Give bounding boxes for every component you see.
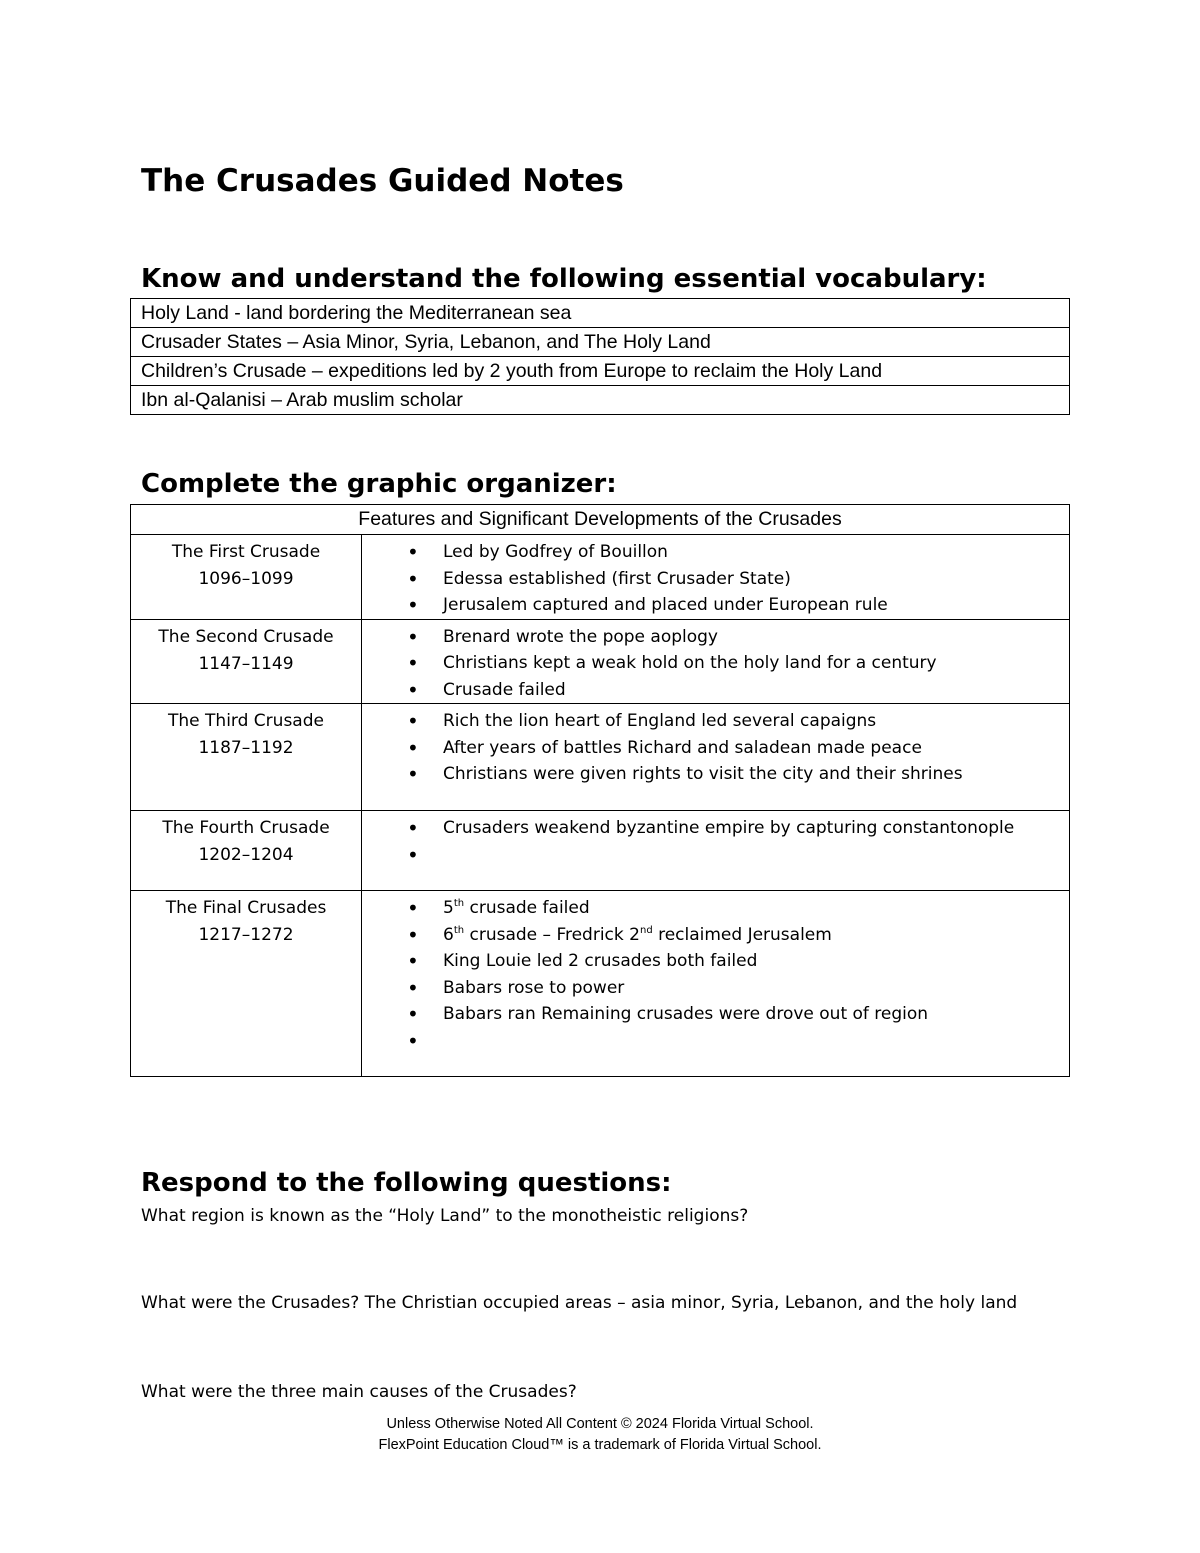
table-row bbox=[131, 704, 1070, 811]
vocab-heading: Know and understand the following essential vocabulary: bbox=[141, 264, 987, 294]
list-item: • Edessa established (first Crusader State) bbox=[362, 566, 1069, 593]
developments-cell bbox=[362, 811, 1070, 891]
crusade-dates: 1217–1272 bbox=[198, 925, 294, 945]
list-item: • Brenard wrote the pope aoplogy bbox=[362, 624, 1069, 651]
table-row bbox=[131, 811, 1070, 891]
crusade-dates: 1187–1192 bbox=[198, 738, 294, 758]
crusade-name: The Fourth Crusade bbox=[162, 818, 330, 838]
table-row bbox=[131, 386, 1070, 415]
crusade-cell bbox=[131, 811, 362, 891]
crusade-name: The First Crusade bbox=[171, 542, 321, 562]
list-item: • Crusade failed bbox=[362, 677, 1069, 704]
list-item: • Babars rose to power bbox=[362, 975, 1069, 1002]
table-header-row bbox=[131, 505, 1070, 535]
list-item: • Jerusalem captured and placed under European rule bbox=[362, 592, 1069, 619]
list-item: • After years of battles Richard and saladean made peace bbox=[362, 735, 1069, 762]
list-item: • 5th crusade failed bbox=[362, 895, 1069, 922]
list-item: • Christians kept a weak hold on the holy land for a century bbox=[362, 650, 1069, 677]
question-text: What were the Crusades? The Christian occupied areas – asia minor, Syria, Lebanon, and the holy land bbox=[141, 1293, 1018, 1313]
vocab-table bbox=[130, 298, 1070, 415]
list-item: • Led by Godfrey of Bouillon bbox=[362, 539, 1069, 566]
questions-heading: Respond to the following questions: bbox=[141, 1168, 672, 1198]
table-row bbox=[131, 299, 1070, 328]
vocab-term: Crusader States – Asia Minor, Syria, Lebanon, and The Holy Land bbox=[131, 328, 1070, 357]
organizer-header: Features and Significant Developments of the Crusades bbox=[131, 505, 1070, 535]
organizer-heading: Complete the graphic organizer: bbox=[141, 469, 617, 499]
list-item bbox=[362, 1028, 1069, 1055]
vocab-term: Ibn al-Qalanisi – Arab muslim scholar bbox=[131, 386, 1070, 415]
question-text: What were the three main causes of the Crusades? bbox=[141, 1382, 577, 1402]
footer-copyright: Unless Otherwise Noted All Content © 2024 Florida Virtual School. bbox=[386, 1416, 814, 1432]
crusade-name: The Final Crusades bbox=[165, 898, 327, 918]
crusade-cell bbox=[131, 704, 362, 811]
crusade-name: The Second Crusade bbox=[158, 626, 334, 647]
list-item: • Crusaders weakend byzantine empire by capturing constantonople bbox=[362, 815, 1069, 842]
table-row bbox=[131, 535, 1070, 620]
list-item: • Babars ran Remaining crusades were drove out of region bbox=[362, 1001, 1069, 1028]
graphic-organizer-table bbox=[130, 504, 1070, 1077]
table-row bbox=[131, 891, 1070, 1077]
list-item: • Rich the lion heart of England led several capaigns bbox=[362, 708, 1069, 735]
developments-cell bbox=[362, 891, 1070, 1077]
page-title: The Crusades Guided Notes bbox=[141, 163, 624, 199]
table-row bbox=[131, 619, 1070, 704]
list-item bbox=[362, 842, 1069, 869]
crusade-cell bbox=[131, 619, 362, 704]
crusade-name: The Third Crusade bbox=[168, 711, 324, 731]
table-row bbox=[131, 357, 1070, 386]
question-text: What region is known as the “Holy Land” to the monotheistic religions? bbox=[141, 1206, 749, 1226]
vocab-term: Children’s Crusade – expeditions led by 2 youth from Europe to reclaim the Holy Land bbox=[131, 357, 1070, 386]
developments-cell bbox=[362, 619, 1070, 704]
crusade-dates: 1096–1099 bbox=[198, 569, 294, 589]
footer-trademark: FlexPoint Education Cloud™ is a trademark of Florida Virtual School. bbox=[378, 1437, 822, 1453]
table-row bbox=[131, 328, 1070, 357]
vocab-term: Holy Land - land bordering the Mediterranean sea bbox=[131, 299, 1070, 328]
list-item: • 6th crusade – Fredrick 2nd reclaimed Jerusalem bbox=[362, 922, 1069, 949]
developments-cell bbox=[362, 704, 1070, 811]
developments-cell bbox=[362, 535, 1070, 620]
crusade-dates: 1147–1149 bbox=[198, 653, 294, 674]
crusade-cell bbox=[131, 535, 362, 620]
list-item: • Christians were given rights to visit the city and their shrines bbox=[362, 761, 1069, 788]
crusade-cell bbox=[131, 891, 362, 1077]
page-footer bbox=[0, 1414, 1200, 1456]
list-item: • King Louie led 2 crusades both failed bbox=[362, 948, 1069, 975]
crusade-dates: 1202–1204 bbox=[198, 845, 294, 865]
